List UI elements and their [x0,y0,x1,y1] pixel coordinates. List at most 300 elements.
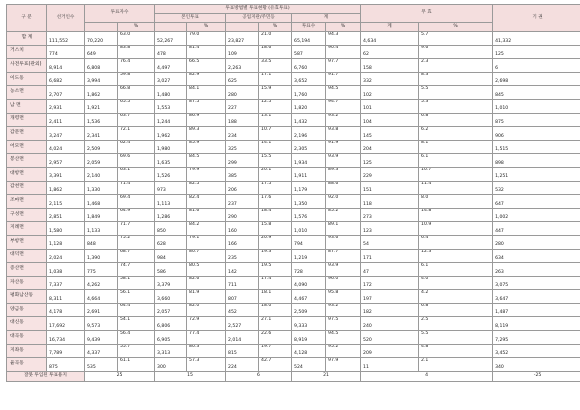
header-voters: 선거인수 [47,5,85,32]
voters-cell: 7,789 [47,344,85,358]
abstain-cell: 447 [493,222,580,236]
sum-pct-cell: 91.9 [326,140,361,154]
turnout-pct-cell: 56.1 [118,290,155,304]
sum-count-cell: 524 [292,358,326,372]
region-cell: 농소면 [7,86,47,100]
proxy-pct-cell: 14.1 [259,140,292,154]
header-self: 본인투표 [155,14,226,23]
invalid-count-cell: 204 [361,140,419,154]
self-pct-cell: 80.3 [187,344,226,358]
turnout-pct-cell: 69.4 [118,195,155,209]
voters-cell: 16,734 [47,331,85,345]
turnout-count-cell: 848 [85,235,118,249]
abstain-cell: 340 [493,358,580,372]
table-row [7,99,580,113]
table-row [7,45,580,59]
turnout-pct-cell: 83.8 [118,45,155,59]
table-row [7,222,580,236]
sum-pct-cell: 95.8 [326,290,361,304]
header-vote-count: 투표수 [292,23,326,32]
proxy-count-cell: 109 [226,45,259,59]
voters-cell: 8,914 [47,59,85,73]
voters-cell: 2,707 [47,86,85,100]
proxy-pct-cell: 33.5 [259,59,292,73]
footer-turnout: 25 [85,371,155,381]
region-cell: 이도동 [7,72,47,86]
sum-count-cell: 4,467 [292,290,326,304]
abstain-cell: 280 [493,235,580,249]
sum-pct-cell: 91.7 [326,72,361,86]
region-cell: 봉산면 [7,154,47,168]
sum-pct-cell: 95.2 [326,344,361,358]
region-cell: 부항면 [7,235,47,249]
voters-cell: 3,391 [47,167,85,181]
turnout-pct-cell: 63.7 [118,113,155,127]
proxy-pct-cell: 21.0 [259,32,292,46]
invalid-pct-cell: 11.4 [419,181,493,195]
invalid-count-cell: 171 [361,249,419,263]
voters-cell: 1,862 [47,181,85,195]
sum-count-cell: 8,919 [292,331,326,345]
sum-count-cell: 4,090 [292,276,326,290]
sum-count-cell: 1,820 [292,99,326,113]
invalid-count-cell: 62 [361,45,419,59]
self-count-cell: 4,497 [155,59,187,73]
proxy-count-cell: 188 [226,113,259,127]
self-count-cell: 3,660 [155,290,187,304]
header-self-pct: % [187,23,226,32]
proxy-pct-cell: 15.8 [259,222,292,236]
sum-count-cell: 1,934 [292,154,326,168]
abstain-cell: 647 [493,195,580,209]
turnout-count-cell: 775 [85,263,118,277]
self-count-cell: 2,057 [155,303,187,317]
self-count-cell: 973 [155,181,187,195]
table-body [7,32,580,372]
self-pct-cell: 82.5 [187,181,226,195]
voters-cell: 17,692 [47,317,85,331]
region-cell: 합 계 [7,32,47,46]
sum-pct-cell: 88.6 [326,181,361,195]
region-cell: 대덕면 [7,249,47,263]
proxy-pct-cell: 20.1 [259,167,292,181]
abstain-cell: 898 [493,154,580,168]
proxy-count-cell: 23,827 [226,32,259,46]
sum-count-cell: 1,010 [292,222,326,236]
invalid-pct-cell: 6.8 [419,113,493,127]
abstain-cell: 263 [493,263,580,277]
sum-count-cell: 1,576 [292,208,326,222]
misdeposited-ballots-row [7,371,580,381]
invalid-count-cell: 172 [361,276,419,290]
sum-count-cell: 587 [292,45,326,59]
self-count-cell: 300 [155,358,187,372]
self-pct-cell: 84.1 [187,86,226,100]
proxy-count-cell: 280 [226,86,259,100]
turnout-count-cell: 2,341 [85,127,118,141]
total-row [7,32,580,46]
proxy-pct-cell: 22.6 [259,331,292,345]
region-cell: 양금동 [7,303,47,317]
turnout-pct-cell: 55.7 [118,344,155,358]
region-cell: 남 면 [7,99,47,113]
sum-count-cell: 1,350 [292,195,326,209]
voters-cell: 774 [47,45,85,59]
proxy-pct-cell: 18.0 [259,303,292,317]
invalid-count-cell: 11 [361,358,419,372]
table-row [7,113,580,127]
self-pct-cell: 82.9 [187,72,226,86]
self-pct-cell: 80.7 [187,249,226,263]
turnout-pct-cell: 58.1 [118,276,155,290]
voters-cell: 4,178 [47,303,85,317]
turnout-count-cell: 2,059 [85,154,118,168]
turnout-pct-cell: 62.4 [118,140,155,154]
voters-cell: 111,552 [47,32,85,46]
proxy-count-cell: 160 [226,222,259,236]
sum-pct-cell: 93.2 [326,303,361,317]
self-pct-cell: 85.9 [187,140,226,154]
self-count-cell: 1,635 [155,154,187,168]
self-pct-cell: 79.1 [187,235,226,249]
sum-pct-cell: 87.7 [326,249,361,263]
proxy-count-cell: 385 [226,167,259,181]
abstain-cell: 875 [493,113,580,127]
turnout-pct-cell: 68.7 [118,249,155,263]
self-count-cell: 1,480 [155,86,187,100]
invalid-pct-cell: 2.5 [419,317,493,331]
invalid-count-cell: 104 [361,113,419,127]
proxy-count-cell: 452 [226,303,259,317]
proxy-count-cell: 711 [226,276,259,290]
invalid-count-cell: 102 [361,86,419,100]
invalid-pct-cell: 2.3 [419,59,493,73]
proxy-count-cell: 2,527 [226,317,259,331]
abstain-cell: 7,295 [493,331,580,345]
proxy-pct-cell: 20.9 [259,235,292,249]
header-invalid-pct: % [419,23,493,32]
voters-cell: 1,580 [47,222,85,236]
self-pct-cell: 57.3 [187,358,226,372]
sum-count-cell: 2,196 [292,127,326,141]
invalid-count-cell: 118 [361,195,419,209]
sum-pct-cell: 97.9 [326,358,361,372]
voters-cell: 2,411 [47,113,85,127]
sum-pct-cell: 85.2 [326,208,361,222]
proxy-count-cell: 807 [226,290,259,304]
footer-invalid: 4 [361,371,493,381]
region-cell: 개령면 [7,113,47,127]
invalid-pct-cell: 6.8 [419,303,493,317]
region-cell: 대곡동 [7,331,47,345]
header-turnout: 투표자수 [85,5,155,23]
invalid-count-cell: 209 [361,344,419,358]
table-row [7,331,580,345]
region-cell: 어모면 [7,140,47,154]
proxy-count-cell: 142 [226,263,259,277]
self-pct-cell: 80.5 [187,263,226,277]
table-row [7,358,580,372]
self-count-cell: 6,806 [155,317,187,331]
turnout-count-cell: 9,573 [85,317,118,331]
turnout-pct-cell: 72.1 [118,127,155,141]
invalid-count-cell: 145 [361,127,419,141]
voters-cell: 2,957 [47,154,85,168]
sum-pct-cell: 94.5 [326,331,361,345]
turnout-count-cell: 4,337 [85,344,118,358]
sum-count-cell: 6,760 [292,59,326,73]
turnout-table [6,4,580,382]
self-count-cell: 1,980 [155,140,187,154]
table-row [7,249,580,263]
voters-cell: 875 [47,358,85,372]
proxy-count-cell: 235 [226,249,259,263]
turnout-count-cell: 6,808 [85,59,118,73]
invalid-pct-cell: 6.4 [419,235,493,249]
proxy-count-cell: 237 [226,195,259,209]
sum-count-cell: 2,509 [292,303,326,317]
invalid-pct-cell: 9.6 [419,45,493,59]
proxy-count-cell: 625 [226,72,259,86]
table-row [7,181,580,195]
voters-cell: 6,682 [47,72,85,86]
self-pct-cell: 72.9 [187,317,226,331]
abstain-cell: 845 [493,86,580,100]
voters-cell: 3,247 [47,127,85,141]
region-cell: 평화남산동 [7,290,47,304]
self-pct-cell: 82.6 [187,276,226,290]
voters-cell: 1,128 [47,235,85,249]
self-count-cell: 984 [155,249,187,263]
header-gubun: 구 분 [7,5,47,32]
region-cell: 대항면 [7,167,47,181]
turnout-pct-cell: 63.1 [118,167,155,181]
proxy-count-cell: 206 [226,181,259,195]
proxy-pct-cell: 42.7 [259,358,292,372]
self-pct-cell: 89.3 [187,127,226,141]
self-count-cell: 6,905 [155,331,187,345]
turnout-pct-cell: 61.1 [118,358,155,372]
self-count-cell: 1,286 [155,208,187,222]
self-count-cell: 586 [155,263,187,277]
turnout-count-cell: 2,509 [85,140,118,154]
self-count-cell: 3,313 [155,344,187,358]
header-proxy-count [226,23,259,32]
voters-cell: 7,337 [47,276,85,290]
abstain-cell: 1,487 [493,303,580,317]
invalid-pct-cell: 5.5 [419,331,493,345]
proxy-pct-cell: 19.5 [259,263,292,277]
self-pct-cell: 82.0 [187,303,226,317]
sum-pct-cell: 93.6 [326,235,361,249]
sum-count-cell: 2,305 [292,140,326,154]
invalid-count-cell: 229 [361,167,419,181]
invalid-count-cell: 54 [361,235,419,249]
proxy-pct-cell: 18.6 [259,45,292,59]
table-row [7,59,580,73]
invalid-pct-cell: 8.1 [419,140,493,154]
invalid-count-cell: 123 [361,222,419,236]
table-row [7,167,580,181]
turnout-pct-cell: 63.0 [118,32,155,46]
turnout-count-cell: 4,262 [85,276,118,290]
abstain-cell: 1,251 [493,167,580,181]
footer-self: 15 [155,371,226,381]
abstain-cell: 532 [493,181,580,195]
invalid-count-cell: 332 [361,72,419,86]
self-count-cell: 1,244 [155,113,187,127]
proxy-pct-cell: 18.4 [259,208,292,222]
proxy-pct-cell: 17.4 [259,276,292,290]
table-row [7,276,580,290]
region-cell: 지례면 [7,222,47,236]
invalid-pct-cell: 8.0 [419,195,493,209]
proxy-count-cell: 2,263 [226,59,259,73]
proxy-pct-cell: 19.7 [259,344,292,358]
turnout-pct-cell: 66.8 [118,86,155,100]
proxy-pct-cell: 27.1 [259,317,292,331]
abstain-cell: 906 [493,127,580,141]
invalid-pct-cell: 4.0 [419,276,493,290]
invalid-pct-cell: 4.8 [419,344,493,358]
proxy-count-cell: 227 [226,99,259,113]
invalid-pct-cell: 6.1 [419,263,493,277]
voters-cell: 2,851 [47,208,85,222]
invalid-count-cell: 125 [361,154,419,168]
turnout-count-cell: 1,330 [85,181,118,195]
sum-pct-cell: 97.7 [326,59,361,73]
proxy-pct-cell: 15.5 [259,154,292,168]
proxy-pct-cell: 12.5 [259,99,292,113]
sum-count-cell: 4,128 [292,344,326,358]
voters-cell: 2,115 [47,195,85,209]
proxy-count-cell: 166 [226,235,259,249]
self-pct-cell: 81.9 [187,290,226,304]
self-count-cell: 3,027 [155,72,187,86]
turnout-pct-cell: 76.4 [118,59,155,73]
turnout-pct-cell: 71.4 [118,181,155,195]
proxy-count-cell: 815 [226,344,259,358]
proxy-pct-cell: 17.5 [259,181,292,195]
table-row [7,86,580,100]
header-invalid-count: 계 [361,23,419,32]
self-pct-cell: 87.5 [187,99,226,113]
self-count-cell: 1,113 [155,195,187,209]
voters-cell: 4,024 [47,140,85,154]
header-invalid: 무 효 [361,5,493,23]
footer-abstain: -25 [493,371,580,381]
sum-pct-cell: 96.0 [326,276,361,290]
abstain-cell: 1,515 [493,140,580,154]
sum-count-cell: 3,652 [292,72,326,86]
region-cell: 감천면 [7,181,47,195]
self-count-cell: 52,267 [155,32,187,46]
table-row [7,303,580,317]
self-count-cell: 478 [155,45,187,59]
self-count-cell: 1,553 [155,99,187,113]
header-sum: 계 [292,14,361,23]
invalid-count-cell: 151 [361,181,419,195]
sum-pct-cell: 94.3 [326,32,361,46]
invalid-count-cell: 47 [361,263,419,277]
proxy-pct-cell: 17.1 [259,72,292,86]
abstain-cell: 1,010 [493,99,580,113]
invalid-count-cell: 520 [361,331,419,345]
self-count-cell: 1,526 [155,167,187,181]
invalid-pct-cell: 5.7 [419,32,493,46]
table-row [7,72,580,86]
abstain-cell: 3,075 [493,276,580,290]
proxy-count-cell: 224 [226,358,259,372]
abstain-cell: 1,002 [493,208,580,222]
invalid-count-cell: 273 [361,208,419,222]
footer-sum: 21 [292,371,361,381]
abstain-cell: 8,119 [493,317,580,331]
self-pct-cell: 84.2 [187,222,226,236]
turnout-count-cell: 2,140 [85,167,118,181]
proxy-count-cell: 2,014 [226,331,259,345]
self-pct-cell: 66.5 [187,59,226,73]
proxy-count-cell: 290 [226,208,259,222]
turnout-pct-cell: 74.7 [118,263,155,277]
invalid-pct-cell: 8.3 [419,72,493,86]
invalid-pct-cell: 5.5 [419,86,493,100]
sum-count-cell: 1,179 [292,181,326,195]
header-self-count [155,23,187,32]
turnout-count-cell: 1,390 [85,249,118,263]
invalid-count-cell: 240 [361,317,419,331]
turnout-count-cell: 2,691 [85,303,118,317]
table-row [7,140,580,154]
election-results-sheet [6,4,572,382]
turnout-pct-cell: 69.6 [118,154,155,168]
invalid-pct-cell: 10.7 [419,167,493,181]
proxy-count-cell: 325 [226,140,259,154]
turnout-count-cell: 9,439 [85,331,118,345]
self-pct-cell: 82.4 [187,195,226,209]
turnout-count-cell: 649 [85,45,118,59]
invalid-pct-cell: 4.2 [419,290,493,304]
header-sum-pct: % [326,23,361,32]
footer-label: 잘못 투입된 투표용지 [7,371,85,381]
self-count-cell: 628 [155,235,187,249]
region-cell: 사전투표(관외) [7,59,47,73]
sum-pct-cell: 93.9 [326,263,361,277]
sum-pct-cell: 94.5 [326,86,361,100]
table-row [7,154,580,168]
table-row [7,208,580,222]
sum-count-cell: 65,194 [292,32,326,46]
invalid-count-cell: 158 [361,59,419,73]
sum-count-cell: 1,760 [292,86,326,100]
turnout-pct-cell: 65.5 [118,99,155,113]
region-cell: 감문면 [7,127,47,141]
region-cell: 지좌동 [7,344,47,358]
sum-pct-cell: 97.5 [326,317,361,331]
sum-pct-cell: 89.1 [326,222,361,236]
region-cell: 조마면 [7,195,47,209]
self-count-cell: 1,962 [155,127,187,141]
voters-cell: 8,311 [47,290,85,304]
region-cell: 율곡동 [7,358,47,372]
proxy-pct-cell: 15.9 [259,86,292,100]
sum-pct-cell: 93.2 [326,113,361,127]
sum-count-cell: 1,432 [292,113,326,127]
abstain-cell: 2,698 [493,72,580,86]
invalid-pct-cell: 10.9 [419,222,493,236]
invalid-pct-cell: 6.1 [419,154,493,168]
proxy-count-cell: 234 [226,127,259,141]
